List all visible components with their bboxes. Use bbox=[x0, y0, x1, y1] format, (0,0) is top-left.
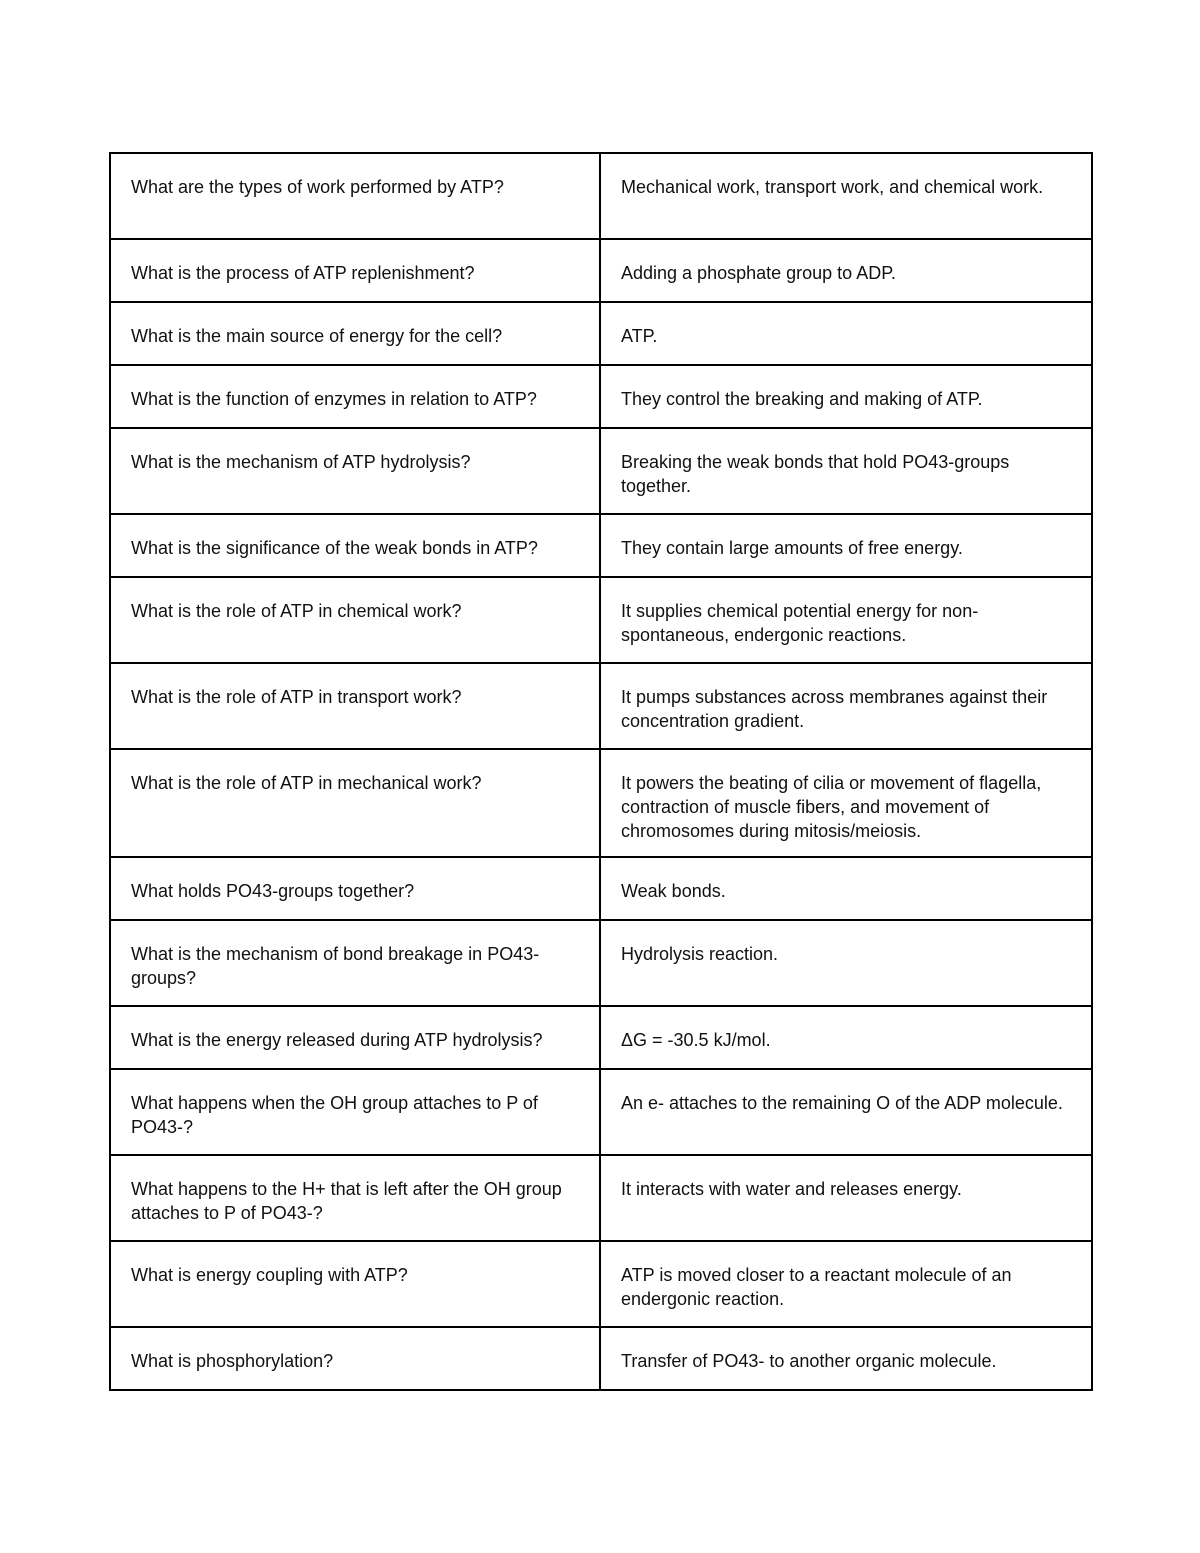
question-cell: What happens when the OH group attaches to P of PO43-? bbox=[110, 1069, 600, 1155]
table-row bbox=[110, 365, 1092, 428]
question-cell: What is energy coupling with ATP? bbox=[110, 1241, 600, 1327]
table-row bbox=[110, 153, 1092, 239]
answer-cell: Mechanical work, transport work, and chemical work. bbox=[600, 153, 1092, 239]
question-cell: What holds PO43-groups together? bbox=[110, 857, 600, 920]
question-cell: What is the role of ATP in chemical work? bbox=[110, 577, 600, 663]
table-row bbox=[110, 857, 1092, 920]
table-row bbox=[110, 749, 1092, 857]
table-row bbox=[110, 663, 1092, 749]
question-cell: What is the main source of energy for the cell? bbox=[110, 302, 600, 365]
table-row bbox=[110, 302, 1092, 365]
table-row bbox=[110, 1006, 1092, 1069]
answer-cell: Transfer of PO43- to another organic molecule. bbox=[600, 1327, 1092, 1390]
question-cell: What is the mechanism of bond breakage in PO43-groups? bbox=[110, 920, 600, 1006]
table-row bbox=[110, 1069, 1092, 1155]
flashcard-table bbox=[109, 152, 1093, 1391]
question-cell: What is the function of enzymes in relation to ATP? bbox=[110, 365, 600, 428]
table-row bbox=[110, 1155, 1092, 1241]
answer-cell: It interacts with water and releases energy. bbox=[600, 1155, 1092, 1241]
answer-cell: ATP is moved closer to a reactant molecule of an endergonic reaction. bbox=[600, 1241, 1092, 1327]
question-cell: What happens to the H+ that is left after the OH group attaches to P of PO43-? bbox=[110, 1155, 600, 1241]
table-row bbox=[110, 920, 1092, 1006]
question-cell: What is the role of ATP in transport work? bbox=[110, 663, 600, 749]
answer-cell: An e- attaches to the remaining O of the ADP molecule. bbox=[600, 1069, 1092, 1155]
table-row bbox=[110, 514, 1092, 577]
answer-cell: ATP. bbox=[600, 302, 1092, 365]
question-cell: What is the significance of the weak bonds in ATP? bbox=[110, 514, 600, 577]
answer-cell: It supplies chemical potential energy for non-spontaneous, endergonic reactions. bbox=[600, 577, 1092, 663]
table-row bbox=[110, 577, 1092, 663]
answer-cell: It powers the beating of cilia or movement of flagella, contraction of muscle fibers, and movement of chromosomes during mitosis/meiosis. bbox=[600, 749, 1092, 857]
answer-cell: Hydrolysis reaction. bbox=[600, 920, 1092, 1006]
answer-cell: It pumps substances across membranes against their concentration gradient. bbox=[600, 663, 1092, 749]
table-row bbox=[110, 1327, 1092, 1390]
question-cell: What is the energy released during ATP hydrolysis? bbox=[110, 1006, 600, 1069]
question-cell: What is the mechanism of ATP hydrolysis? bbox=[110, 428, 600, 514]
question-cell: What is the process of ATP replenishment? bbox=[110, 239, 600, 302]
answer-cell: ΔG = -30.5 kJ/mol. bbox=[600, 1006, 1092, 1069]
table-row bbox=[110, 428, 1092, 514]
table-row bbox=[110, 1241, 1092, 1327]
question-cell: What is phosphorylation? bbox=[110, 1327, 600, 1390]
question-cell: What are the types of work performed by ATP? bbox=[110, 153, 600, 239]
answer-cell: Breaking the weak bonds that hold PO43-groups together. bbox=[600, 428, 1092, 514]
question-cell: What is the role of ATP in mechanical work? bbox=[110, 749, 600, 857]
table-row bbox=[110, 239, 1092, 302]
answer-cell: They control the breaking and making of ATP. bbox=[600, 365, 1092, 428]
answer-cell: They contain large amounts of free energy. bbox=[600, 514, 1092, 577]
answer-cell: Weak bonds. bbox=[600, 857, 1092, 920]
answer-cell: Adding a phosphate group to ADP. bbox=[600, 239, 1092, 302]
